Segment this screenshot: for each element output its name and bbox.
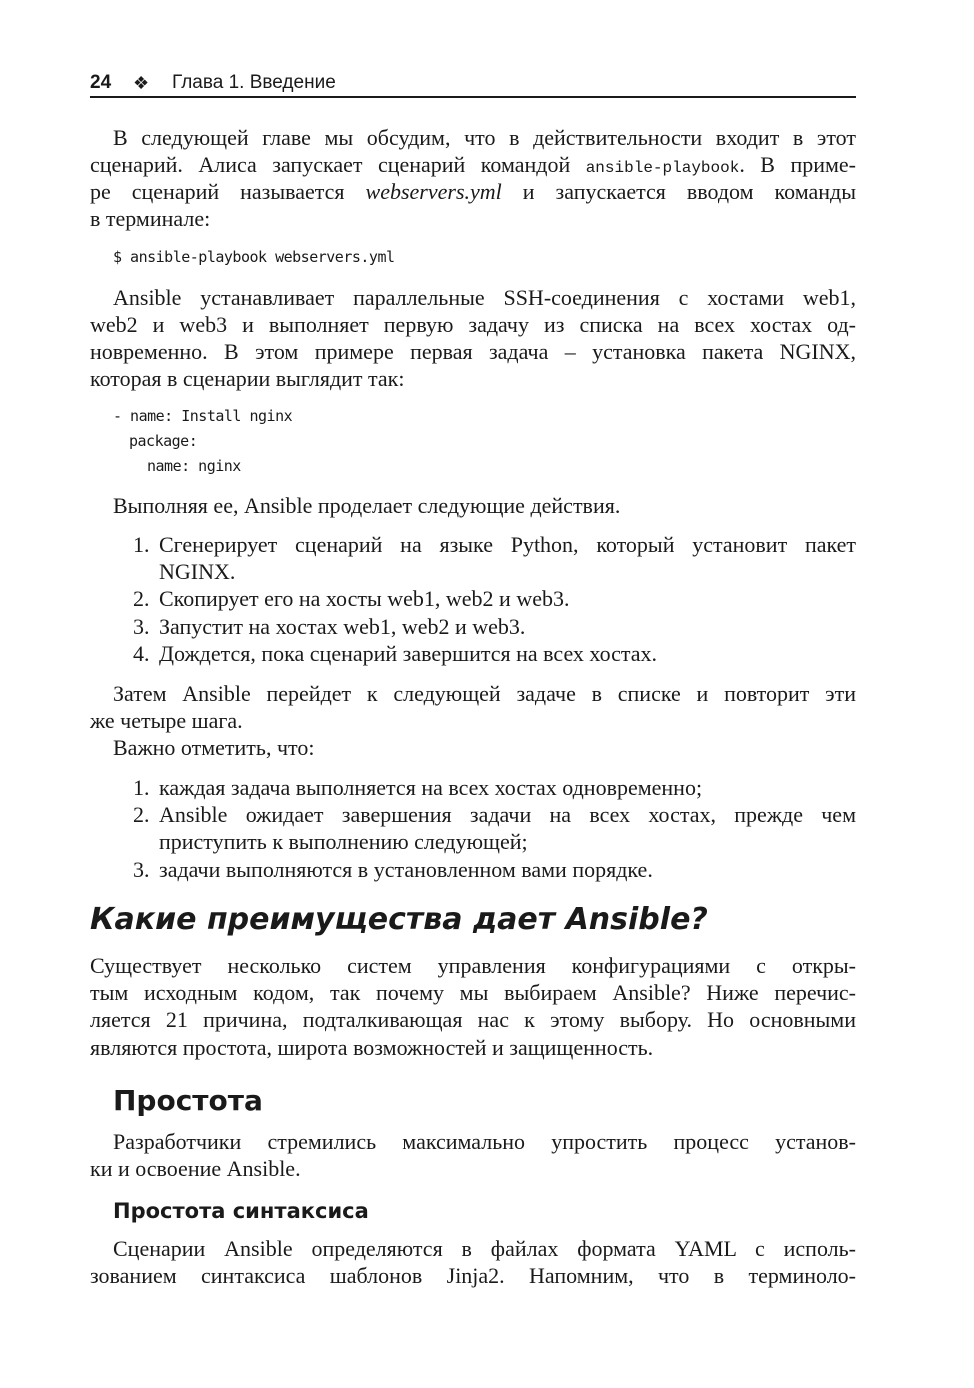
paragraph-line: новременно. В этом примере первая задача – установка пакета NGINX, xyxy=(90,339,856,364)
list-item: каждая задача выполняется на всех хостах одновременно; xyxy=(159,775,703,800)
section-heading: Какие преимущества дает Ansible? xyxy=(90,902,708,937)
list-number: 3. xyxy=(133,857,150,882)
paragraph-line: ки и освоение Ansible. xyxy=(90,1156,301,1181)
paragraph-line: Ansible устанавливает параллельные SSH-соединения с хостами web1, xyxy=(113,285,856,310)
chapter-title: Глава 1. Введение xyxy=(172,72,336,93)
paragraph-line: Разработчики стремились максимально упростить процесс установ- xyxy=(113,1129,856,1154)
code-line: package: xyxy=(129,432,198,450)
list-number: 2. xyxy=(133,802,150,827)
paragraph-line: web2 и web3 и выполняет первую задачу из списка на всех хостах од- xyxy=(90,312,856,337)
code-line: - name: Install nginx xyxy=(113,407,293,425)
paragraph-line: тым исходным кодом, так почему мы выбираем Ansible? Ниже перечис- xyxy=(90,980,856,1005)
code-block: $ ansible-playbook webservers.yml xyxy=(113,248,395,266)
header-rule xyxy=(90,96,856,98)
list-item: задачи выполняются в установленном вами порядке. xyxy=(159,857,653,882)
paragraph-line: которая в сценарии выглядит так: xyxy=(90,366,405,391)
paragraph-line: ляется 21 причина, подталкивающая нас к этому выбору. Но основными xyxy=(90,1007,856,1032)
list-item: Дождется, пока сценарий завершится на всех хостах. xyxy=(159,641,658,666)
text: . В приме- xyxy=(739,152,857,177)
list-item: Скопирует его на хосты web1, web2 и web3. xyxy=(159,586,570,611)
subsection-heading: Простота xyxy=(113,1084,263,1117)
paragraph-line: зованием синтаксиса шаблонов Jinja2. Напомним, что в терминоло- xyxy=(90,1263,856,1288)
list-item: Запустит на хостах web1, web2 и web3. xyxy=(159,614,526,639)
subsubsection-heading: Простота синтаксиса xyxy=(113,1199,369,1223)
diamond-ornament-icon: ❖ xyxy=(133,73,150,93)
list-item: Ansible ожидает завершения задачи на всех хостах, прежде чем xyxy=(159,802,856,827)
list-number: 1. xyxy=(133,775,150,800)
list-number: 2. xyxy=(133,586,150,611)
text: ре сценарий называется xyxy=(90,179,366,204)
paragraph-line: Выполняя ее, Ansible проделает следующие действия. xyxy=(113,493,621,518)
text: сценарий. Алиса запускает сценарий командой xyxy=(90,152,586,177)
paragraph-line: же четыре шага. xyxy=(90,708,243,733)
paragraph-line: Важно отметить, что: xyxy=(113,735,315,760)
paragraph-line: Сценарии Ansible определяются в файлах формата YAML с исполь- xyxy=(113,1236,856,1261)
list-number: 4. xyxy=(133,641,150,666)
list-item: приступить к выполнению следующей; xyxy=(159,829,528,854)
page-number: 24 xyxy=(90,72,112,93)
list-number: 1. xyxy=(133,532,150,557)
paragraph-line xyxy=(90,151,856,178)
paragraph-line xyxy=(90,178,856,205)
paragraph-line: Затем Ansible перейдет к следующей задаче в списке и повторит эти xyxy=(113,681,856,706)
list-number: 3. xyxy=(133,614,150,639)
paragraph-line: Существует несколько систем управления конфигурациями с откры- xyxy=(90,953,856,978)
paragraph-line: в терминале: xyxy=(90,206,211,231)
paragraph-line: являются простота, широта возможностей и защищенность. xyxy=(90,1035,654,1060)
filename: webservers.yml xyxy=(365,179,502,204)
paragraph-line: В следующей главе мы обсудим, что в действительности входит в этот xyxy=(113,125,856,150)
list-item: Сгенерирует сценарий на языке Python, который установит пакет xyxy=(159,532,856,557)
code-line: name: nginx xyxy=(147,457,241,475)
list-item: NGINX. xyxy=(159,559,236,584)
text: и запускается вводом команды xyxy=(501,179,856,204)
inline-code: ansible-playbook xyxy=(585,159,740,177)
